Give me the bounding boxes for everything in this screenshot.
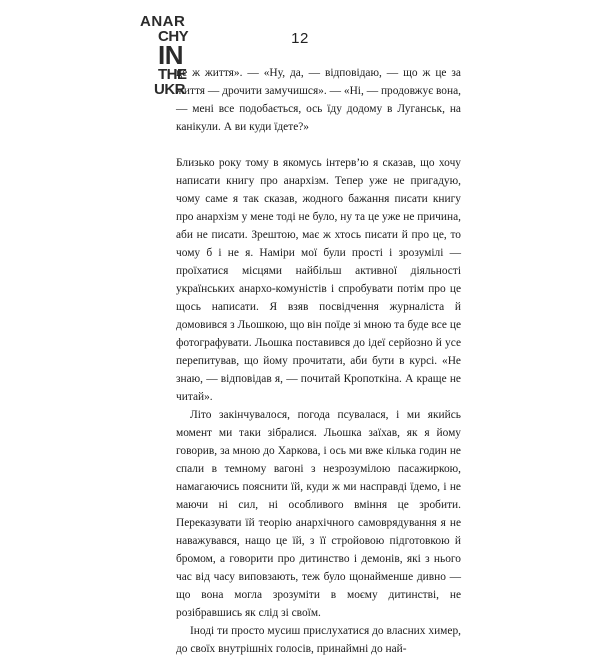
logo-line: IN (158, 40, 183, 70)
paragraph: Близько року тому в якомусь інтерв’ю я сказав, що хочу написати книгу про анархізм. Тепер уже не пригадую, чому саме я так сказав, жодного бажання писати книгу про анархізм у мене тоді не було, ну та це уже не причина, аби не писати. Зрештою, має ж хтось писати й про це, то чому б і не я. Наміри мої були прості і зрозумілі — проїхатися місцями найбільш активної діяльності українських анархо-комуністів і спробувати потім про це щось написати. Я взяв посвідчення журналіста й домовився з Льошкою, що він поїде зі мною та буде все це фотографувати. Льошка поставився до ідеї серйозно й усе перепитував, що йому прочитати, аби бути в курсі. «Не знаю, — відповідав я, — почитай Кропоткіна. А краще не читай». (176, 157, 461, 403)
paragraph: це ж життя». — «Ну, да, — відповідаю, — що ж це за життя — дрочити замучишся». — «Ні, — продовжує вона, — мені все подобається, ось їду додому в Луганськ, на канікули. А ви куди їдете?» (176, 67, 461, 133)
logo-line: UKR (154, 81, 185, 99)
body-text (176, 64, 461, 658)
logo-line: CHY (158, 28, 189, 45)
page-number: 12 (291, 30, 309, 47)
logo-line: THE (158, 66, 187, 84)
paragraph: Іноді ти просто мусиш прислухатися до власних химер, до своїх внутрішніх голосів, принаймні до най- (176, 625, 461, 655)
paragraph: Літо закінчувалося, погода псувалася, і ми якийсь момент ми таки зібралися. Льошка заїхав, як я йому говорив, за мною до Харкова, і ось ми вже кілька годин не спали в темному вагоні з незрозумілою пасажиркою, намагаючись пояснити їй, куди ж ми насправді їдемо, і не маючи ні сил, ні особливого вміння це зробити. Переказувати їй теорію анархічного самоврядування я не наважувався, нащо це їй, з її стройовою підготовкою й бромом, а говорити про дитинство і демонів, які з нього час від часу виповзають, теж було щонайменше дивно — що вона могла зрозуміти в моєму дитинстві, не розібравшись як слід зі своїм. (176, 409, 461, 619)
logo-line: ANAR (140, 13, 186, 30)
